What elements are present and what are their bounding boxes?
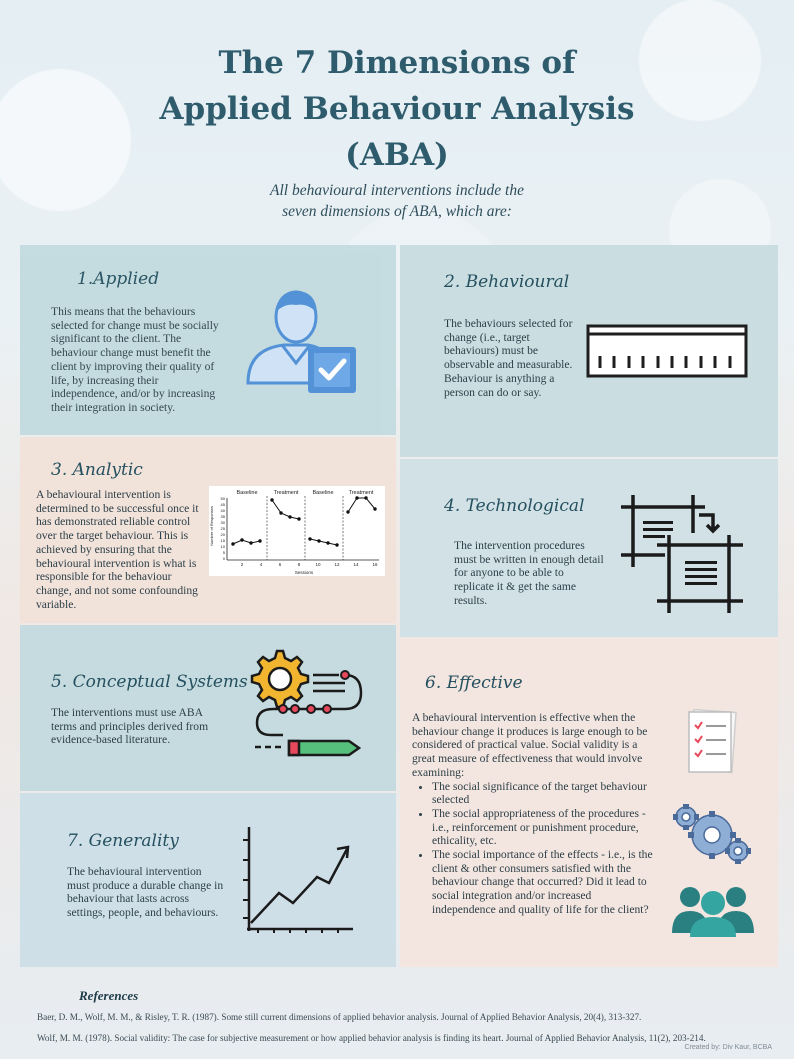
- panel-technological: [400, 459, 778, 637]
- heading-technological: 4. Technological: [444, 496, 585, 516]
- title-line-1: The 7 Dimensions of: [218, 45, 576, 81]
- x-tick-label: 8: [297, 562, 301, 567]
- y-tick-label: 50: [220, 496, 225, 501]
- phase-label: Baseline: [312, 490, 334, 496]
- ruler-icon: [586, 324, 750, 380]
- heading-generality: 7. Generality: [67, 831, 179, 851]
- text-applied: This means that the behaviours selected for change must be socially significant to the client. The behaviour change must benefit the client by improving their quality of life, by increasing their independence, and/or by increasing their integration in society.: [51, 305, 219, 414]
- list-item: • The social appropriateness of the procedures - i.e., reinforcement or punishment procedure, ethicality, etc.: [432, 807, 656, 848]
- y-tick-label: 45: [220, 502, 225, 507]
- subtitle-line-1: All behavioural interventions include the: [270, 182, 524, 199]
- trend-graph-icon: [243, 827, 355, 933]
- page-title: [0, 40, 794, 178]
- reversal-graph: [209, 486, 385, 576]
- checklist-icon: [686, 709, 740, 775]
- effective-intro: A behavioural intervention is effective when the behaviour change it produces is large enough to be considered of practical value. Social validity is a great measure of effectiveness that would involve examining:: [412, 711, 648, 779]
- x-tick-label: 12: [334, 562, 340, 567]
- panel-generality: [20, 793, 396, 967]
- text-generality: The behavioural intervention must produce a durable change in behaviour that lasts across settings, people, and behaviours.: [67, 865, 224, 920]
- y-tick-label: 40: [220, 508, 225, 513]
- social-validity-list: [412, 780, 656, 917]
- title-line-2: Applied Behaviour Analysis: [159, 91, 635, 127]
- x-tick-label: 4: [259, 562, 263, 567]
- document-copy-icon: [621, 495, 743, 613]
- list-item: • The social significance of the target behaviour selected: [432, 780, 656, 807]
- panel-behavioural: [400, 245, 778, 457]
- reference-item: Baer, D. M., Wolf, M. M., & Risley, T. R. (1987). Some still current dimensions of applied behavior analysis. Journal of Applied Behavior Analysis, 20(4), 313-327.: [37, 1012, 642, 1022]
- subtitle-line-2: seven dimensions of ABA, which are:: [282, 203, 512, 220]
- y-tick-label: 5: [222, 550, 225, 555]
- subtitle: [0, 180, 794, 222]
- phase-label: Treatment: [273, 490, 299, 496]
- panel-analytic: [20, 437, 396, 623]
- reference-item: Wolf, M. M. (1978). Social validity: The case for subjective measurement or how applied behavior analysis is finding its heart. Journal of Applied Behavior Analysis, 11(2), 203-214.: [37, 1033, 706, 1043]
- heading-conceptual-systems: 5. Conceptual Systems: [51, 672, 248, 692]
- panel-effective: [400, 639, 778, 967]
- text-behavioural: The behaviours selected for change (i.e., target behaviours) must be observable and measurable. Behaviour is anything a person can do or say.: [444, 317, 573, 399]
- y-tick-label: 20: [220, 532, 225, 537]
- references-heading: References: [79, 988, 139, 1003]
- y-axis-label: Number of Responses: [209, 506, 214, 546]
- person-checkmark-icon: [244, 283, 362, 399]
- heading-behavioural: 2. Behavioural: [444, 272, 570, 292]
- heading-applied: 1.Applied: [77, 269, 160, 289]
- y-tick-label: 15: [220, 538, 225, 543]
- text-conceptual-systems: The interventions must use ABA terms and principles derived from evidence-based literature.: [51, 706, 209, 747]
- list-item: • The social importance of the effects - i.e., is the client & other consumers satisfied with the behaviour change that occurred? Did it lead to social integration and/or increased independence and quality of life for the client?: [432, 848, 656, 917]
- x-axis-label: Sessions: [294, 570, 314, 575]
- heading-effective: 6. Effective: [425, 673, 523, 693]
- panel-applied: [20, 245, 396, 435]
- y-tick-label: 25: [220, 526, 225, 531]
- y-tick-label: 35: [220, 514, 225, 519]
- text-effective: [412, 711, 656, 917]
- x-tick-label: 14: [353, 562, 359, 567]
- text-technological: The intervention procedures must be written in enough detail for anyone to be able to replicate it & get the same results.: [454, 539, 604, 607]
- group-icon: [672, 883, 754, 937]
- phase-label: Treatment: [348, 490, 374, 496]
- x-tick-label: 2: [240, 562, 244, 567]
- x-tick-label: 16: [372, 562, 378, 567]
- y-tick-label: 0: [222, 556, 225, 561]
- panel-conceptual-systems: [20, 625, 396, 791]
- heading-analytic: 3. Analytic: [51, 460, 143, 480]
- y-tick-label: 10: [220, 544, 225, 549]
- x-tick-label: 6: [278, 562, 282, 567]
- y-tick-label: 30: [220, 520, 225, 525]
- phase-label: Baseline: [236, 490, 258, 496]
- gear-pencil-icon: [249, 649, 369, 761]
- gears-icon: [672, 803, 752, 865]
- credit-text: Created by: Div Kaur, BCBA: [684, 1044, 772, 1051]
- title-line-3: (ABA): [345, 137, 449, 173]
- text-analytic: A behavioural intervention is determined to be successful once it has demonstrated reliable control over the target behaviour. This is achieved by ensuring that the behavioural intervention is what is responsible for the behaviour change, and not some confounding variable.: [36, 488, 199, 611]
- x-tick-label: 10: [315, 562, 321, 567]
